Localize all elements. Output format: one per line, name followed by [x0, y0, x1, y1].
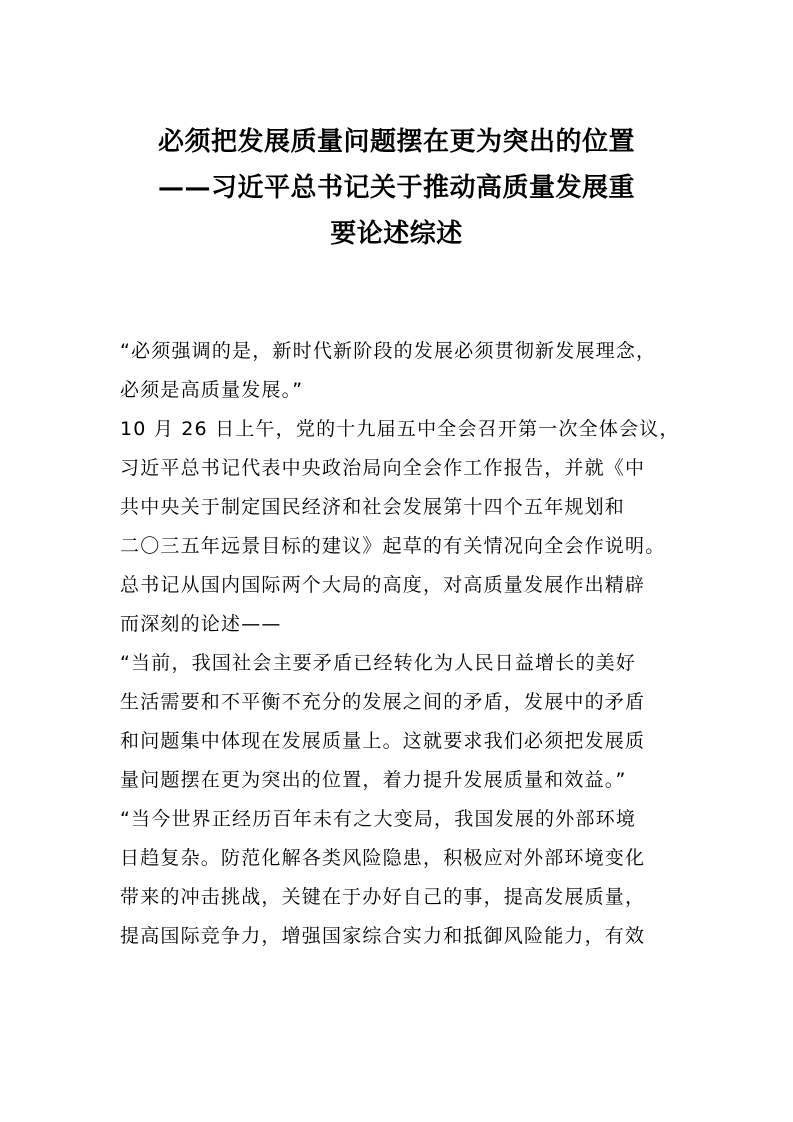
body-line: “必须强调的是，新时代新阶段的发展必须贯彻新发展理念，	[120, 340, 657, 362]
body-line: 日趋复杂。防范化解各类风险隐患，积极应对外部环境变化	[120, 847, 646, 869]
page-title-line-3: 要论述综述	[330, 219, 463, 249]
body-line: 总书记从国内国际两个大局的高度，对高质量发展作出精辟	[120, 574, 646, 596]
body-line: 和问题集中体现在发展质量上。这就要求我们必须把发展质	[120, 730, 646, 752]
body-line: 习近平总书记代表中央政治局向全会作工作报告，并就《中	[120, 457, 646, 479]
body-line: 生活需要和不平衡不充分的发展之间的矛盾，发展中的矛盾	[120, 691, 646, 713]
body-text	[120, 332, 680, 956]
body-line: 而深刻的论述——	[120, 613, 282, 635]
body-line: “当今世界正经历百年未有之大变局，我国发展的外部环境	[120, 808, 637, 830]
body-line: 必须是高质量发展。”	[120, 379, 304, 401]
body-line: “当前，我国社会主要矛盾已经转化为人民日益增长的美好	[120, 652, 637, 674]
body-line: 10 月 26 日上午，党的十九届五中全会召开第一次全体会议，	[120, 418, 680, 440]
page-title-line-1: 必须把发展质量问题摆在更为突出的位置	[157, 127, 635, 157]
body-line: 量问题摆在更为突出的位置，着力提升发展质量和效益。”	[120, 769, 627, 791]
page-title-line-2: ——习近平总书记关于推动高质量发展重	[157, 173, 635, 203]
body-line: 带来的冲击挑战，关键在于办好自己的事，提高发展质量，	[120, 886, 646, 908]
body-line: 共中央关于制定国民经济和社会发展第十四个五年规划和	[120, 496, 626, 518]
body-line: 提高国际竞争力，增强国家综合实力和抵御风险能力，有效	[120, 925, 646, 947]
body-line: 二〇三五年远景目标的建议》起草的有关情况向全会作说明。	[120, 535, 666, 557]
